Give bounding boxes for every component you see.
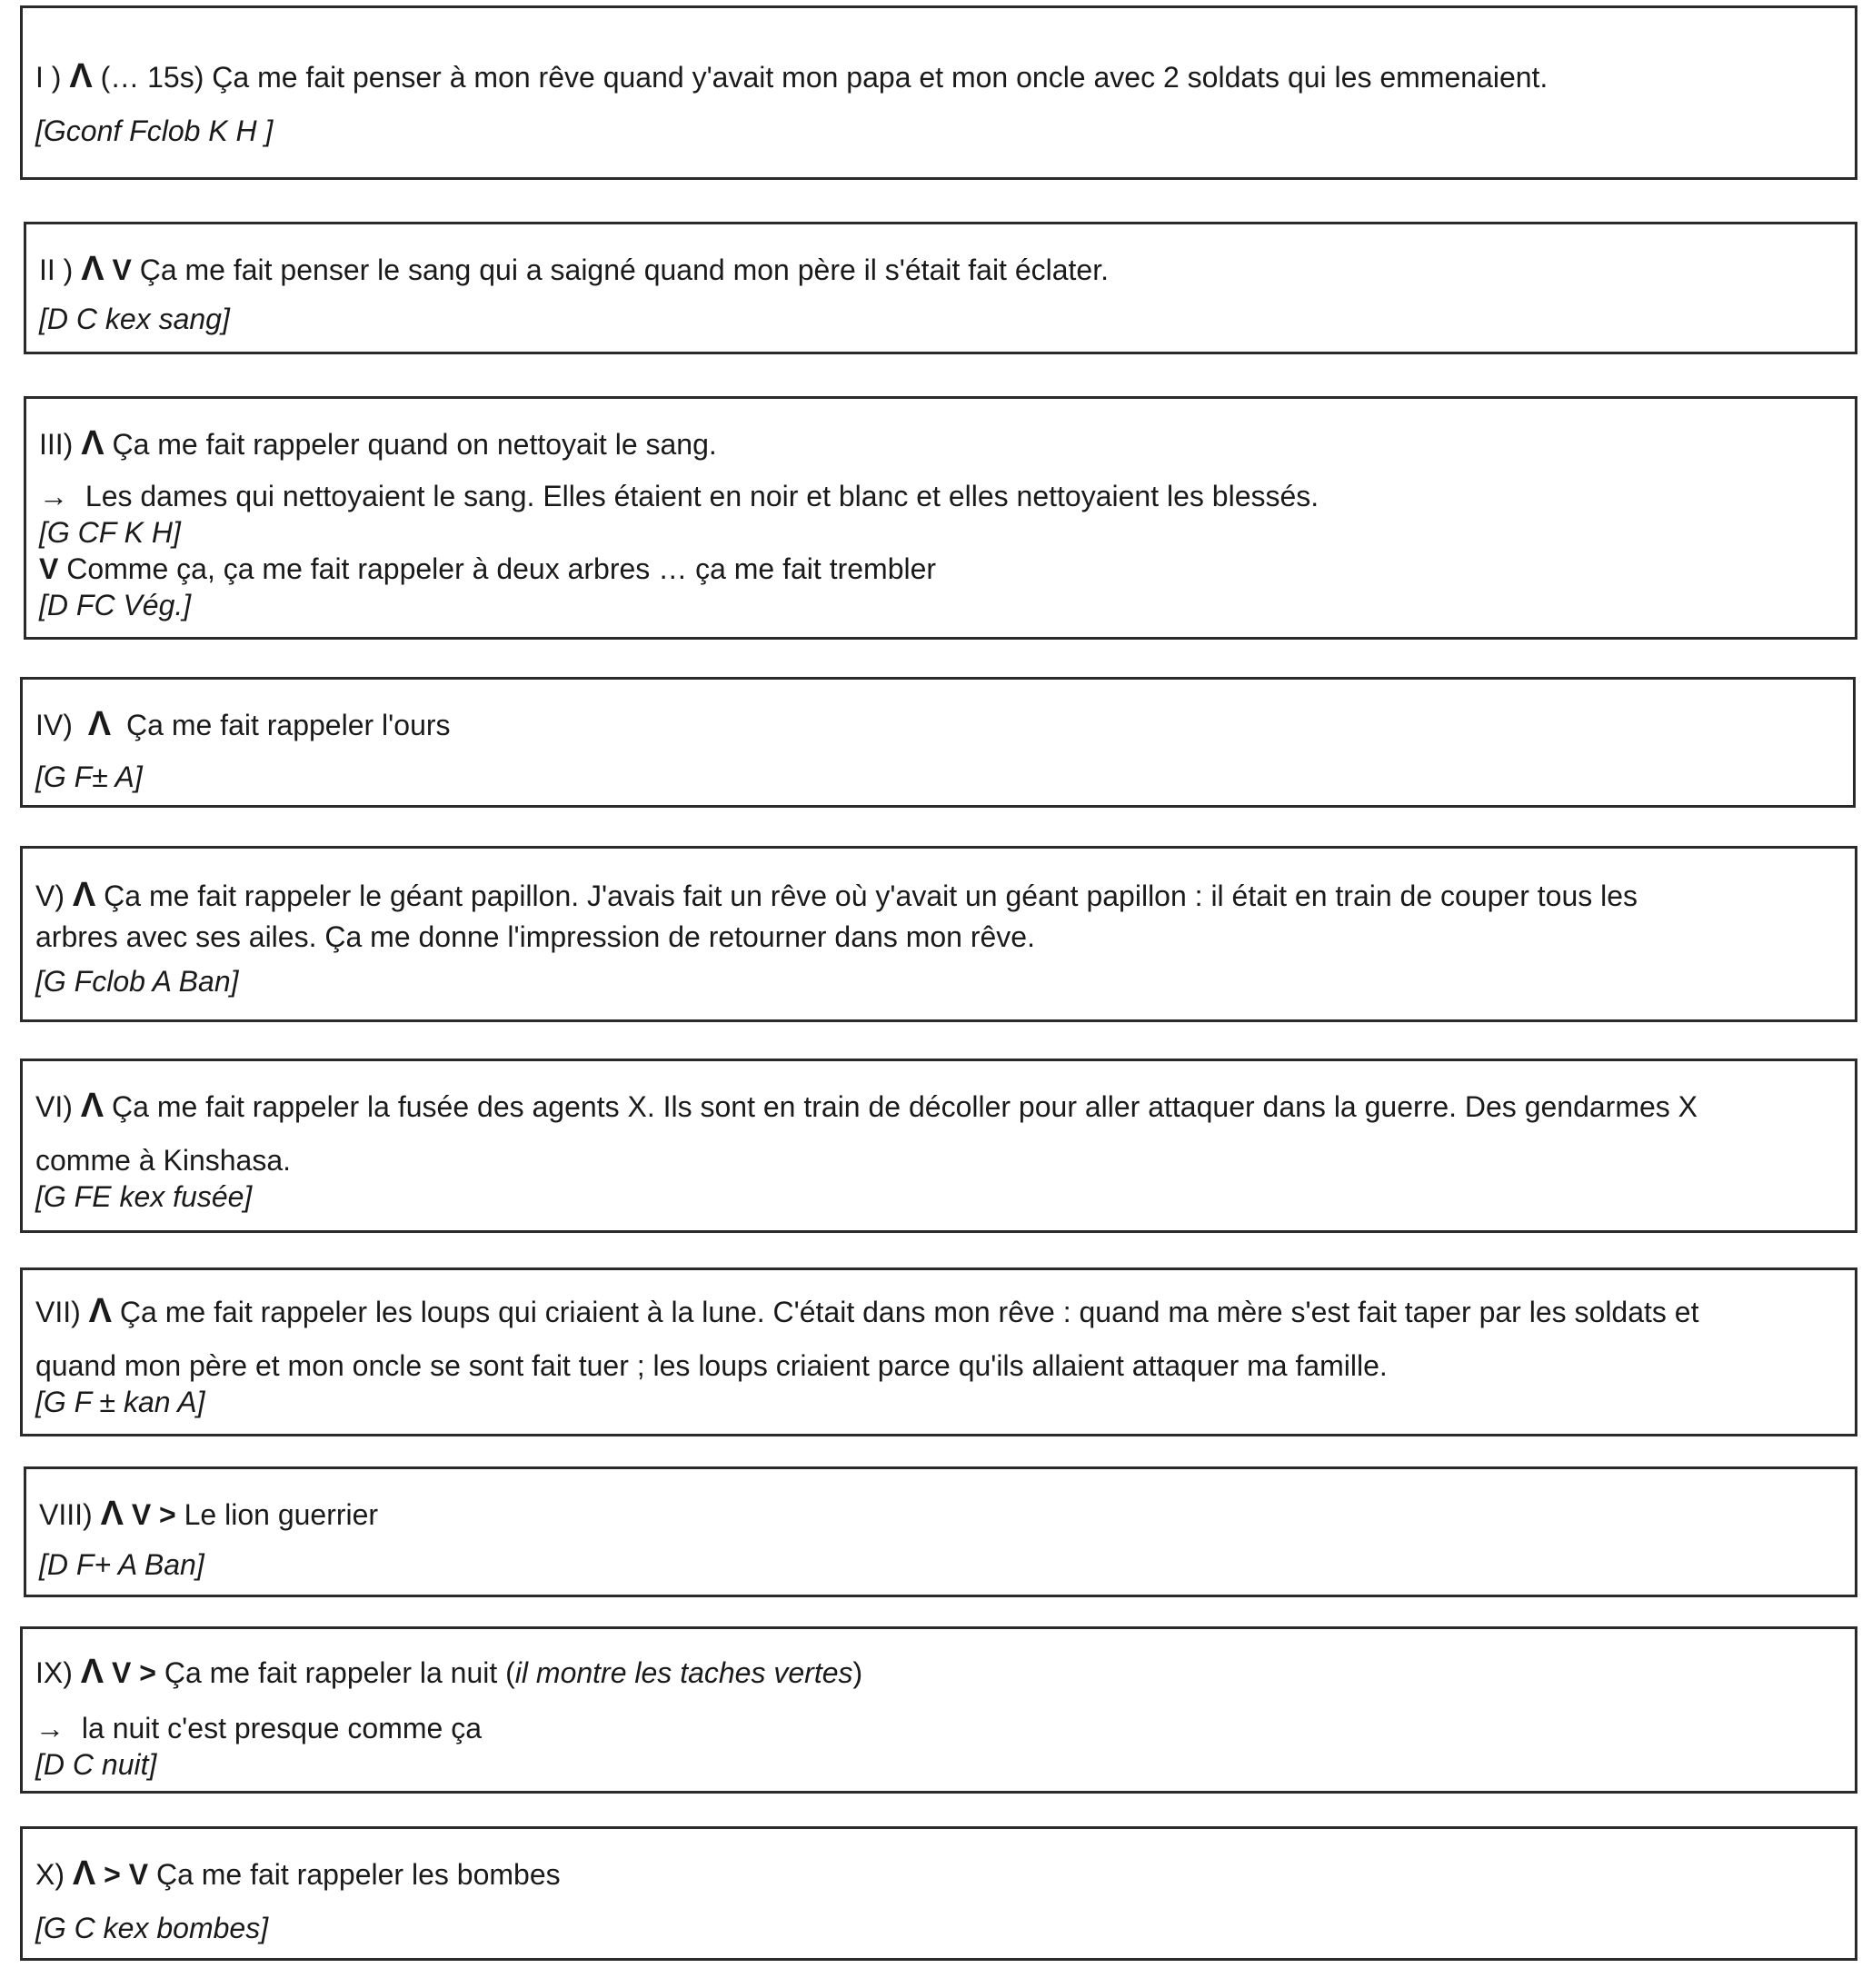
card-1-text: (… 15s) Ça me fait penser à mon rêve quand y'avait mon papa et mon oncle avec 2 soldats qui les emmenaient. (100, 61, 1548, 94)
card-8-v-mark: V > (131, 1498, 176, 1531)
card-9-inquiry-text: la nuit c'est presque comme ça (81, 1712, 482, 1744)
card-8-text: Le lion guerrier (184, 1498, 379, 1531)
card-8 (24, 1466, 1857, 1597)
card-10 (20, 1826, 1857, 1961)
card-5-text: Ça me fait rappeler le géant papillon. J'avais fait un rêve où y'avait un géant papillon : il était en train de couper tous les (104, 880, 1638, 912)
card-10-numeral: X) (35, 1858, 65, 1891)
card-9-v-mark: V > (112, 1656, 156, 1689)
card-1-response (35, 59, 1548, 94)
card-5-lambda-mark: Λ (72, 876, 96, 914)
card-10-text: Ça me fait rappeler les bombes (155, 1858, 561, 1891)
card-2-text: Ça me fait penser le sang qui a saigné quand mon père il s'était fait éclater. (139, 253, 1109, 286)
card-1-numeral: I ) (35, 61, 62, 94)
card-6 (20, 1059, 1857, 1233)
card-5-code: [G Fclob A Ban] (35, 965, 239, 998)
card-10-code: [G C kex bombes] (35, 1912, 269, 1944)
card-4-code: [G F± A] (35, 760, 143, 793)
card-5-text-cont: arbres avec ses ailes. Ça me donne l'impression de retourner dans mon rêve. (35, 920, 1035, 953)
card-3-code: [G CF K H] (39, 516, 181, 549)
card-9-code: [D C nuit] (35, 1748, 157, 1781)
card-10-v-mark: > V (104, 1858, 149, 1891)
card-9-inquiry (35, 1711, 482, 1745)
card-3-inquiry (39, 479, 1319, 513)
card-5 (20, 846, 1857, 1022)
card-4-response (35, 707, 451, 742)
card-3 (24, 396, 1857, 640)
card-6-response (35, 1088, 1698, 1124)
card-1-code: [Gconf Fclob K H ] (35, 114, 274, 147)
card-9-response (35, 1655, 862, 1690)
card-5-numeral: V) (35, 880, 65, 912)
card-7-code: [G F ± kan A] (35, 1386, 205, 1418)
card-3-code-2: [D FC Vég.] (39, 589, 192, 621)
card-7-lambda-mark: Λ (88, 1292, 113, 1330)
card-6-code: [G FE kex fusée] (35, 1180, 253, 1213)
card-7-numeral: VII) (35, 1296, 81, 1328)
card-7-text-cont: quand mon père et mon oncle se sont fait tuer ; les loups criaient parce qu'ils allaient attaquer ma famille. (35, 1349, 1388, 1382)
card-9-arrow-icon: → (35, 1712, 65, 1744)
card-2 (24, 222, 1857, 354)
card-2-lambda-mark: Λ (81, 250, 105, 288)
card-8-lambda-mark: Λ (100, 1495, 124, 1533)
card-3-text: Ça me fait rappeler quand on nettoyait le sang. (112, 428, 717, 461)
card-5-response (35, 878, 1638, 913)
card-4-numeral: IV) (35, 709, 73, 741)
card-2-numeral: II ) (39, 253, 74, 286)
card-7-text: Ça me fait rappeler les loups qui criaient à la lune. C'était dans mon rêve : quand ma mère s'est fait taper par les soldats et (119, 1296, 1699, 1328)
card-9-text: Ça me fait rappeler la nuit ( (164, 1656, 515, 1689)
card-7 (20, 1267, 1857, 1436)
card-9 (20, 1626, 1857, 1794)
card-4-text: Ça me fait rappeler l'ours (126, 709, 451, 741)
card-4-lambda-mark: Λ (87, 705, 112, 743)
card-1 (20, 5, 1857, 180)
card-1-lambda-mark: Λ (69, 57, 93, 95)
card-6-lambda-mark: Λ (80, 1087, 105, 1125)
card-6-numeral: VI) (35, 1090, 73, 1123)
card-4 (20, 677, 1856, 808)
card-7-response (35, 1294, 1698, 1329)
card-8-numeral: VIII) (39, 1498, 93, 1531)
card-3-text-2: Comme ça, ça me fait rappeler à deux arbres … ça me fait trembler (66, 552, 937, 585)
card-6-text-cont: comme à Kinshasa. (35, 1144, 292, 1177)
card-3-inquiry-text: Les dames qui nettoyaient le sang. Elles étaient en noir et blanc et elles nettoyaient les blessés. (85, 480, 1319, 512)
card-3-v-mark: V (39, 552, 59, 585)
card-9-italic-note: il montre les taches vertes (514, 1656, 853, 1689)
card-10-lambda-mark: Λ (72, 1854, 96, 1893)
card-3-response (39, 426, 717, 462)
card-8-code: [D F+ A Ban] (39, 1548, 204, 1581)
card-9-numeral: IX) (35, 1656, 73, 1689)
card-3-arrow-icon: → (39, 480, 68, 512)
card-3-lambda-mark: Λ (81, 424, 105, 462)
card-3-response-2 (39, 552, 936, 586)
card-8-response (39, 1496, 378, 1532)
card-9-lambda-mark: Λ (80, 1653, 105, 1691)
card-3-numeral: III) (39, 428, 74, 461)
card-2-response (39, 252, 1109, 287)
card-2-code: [D C kex sang] (39, 303, 230, 335)
card-2-v-mark: V (112, 253, 132, 286)
card-10-response (35, 1856, 561, 1892)
card-9-text-end: ) (852, 1656, 863, 1689)
card-6-text: Ça me fait rappeler la fusée des agents X. Ils sont en train de décoller pour aller attaquer dans la guerre. Des gendarmes X (112, 1090, 1698, 1123)
